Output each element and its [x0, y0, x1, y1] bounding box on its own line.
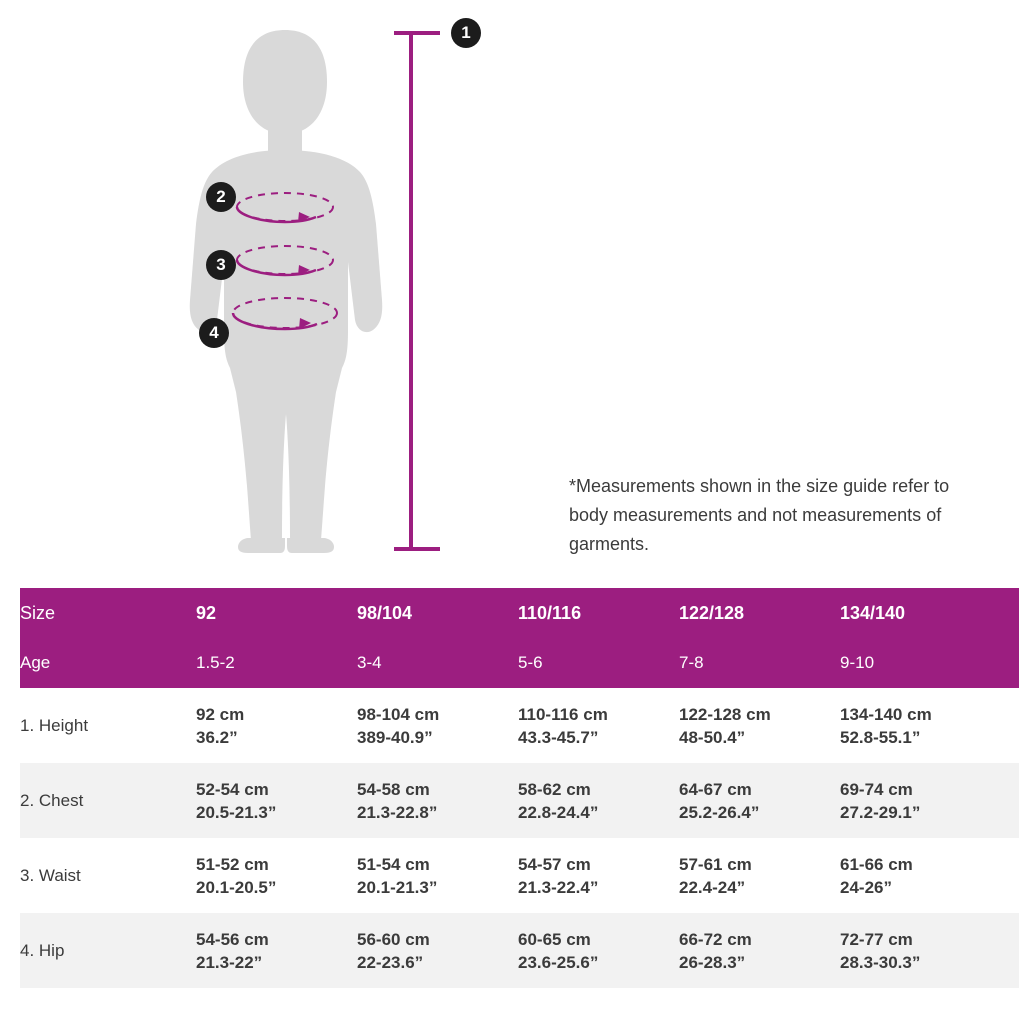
- size-header-134-140: 134/140: [840, 602, 906, 623]
- size-header-110-116: 110/116: [518, 602, 582, 623]
- table-cell: [840, 838, 1019, 913]
- callout-badge-chest: 2: [206, 182, 236, 212]
- value-inch: 21.3-22.8”: [357, 802, 438, 822]
- value-inch: 28.3-30.3”: [840, 952, 921, 972]
- table-cell: [679, 763, 840, 838]
- row-label-hip: 4. Hip: [20, 940, 65, 960]
- table-cell: [196, 763, 357, 838]
- table-cell: [357, 838, 518, 913]
- value-cm: 56-60 cm: [357, 929, 430, 949]
- value-inch: 22.8-24.4”: [518, 802, 599, 822]
- age-value-110-116: 5-6: [518, 653, 543, 672]
- value-cm: 122-128 cm: [679, 704, 771, 724]
- measurements-note: *Measurements shown in the size guide refer to body measurements and not measurements of garments.: [569, 476, 950, 554]
- value-inch: 389-40.9”: [357, 727, 433, 747]
- age-value-92: 1.5-2: [196, 653, 235, 672]
- value-cm: 54-56 cm: [196, 929, 269, 949]
- size-header-row: [20, 588, 1019, 638]
- value-inch: 43.3-45.7”: [518, 727, 599, 747]
- size-header-122-128: 122/128: [679, 602, 745, 623]
- table-cell: [357, 913, 518, 988]
- value-inch: 27.2-29.1”: [840, 802, 921, 822]
- table-cell: [840, 688, 1019, 763]
- row-label-height: 1. Height: [20, 715, 89, 735]
- age-value-98-104: 3-4: [357, 653, 382, 672]
- value-inch: 36.2”: [196, 727, 238, 747]
- table-cell: [840, 913, 1019, 988]
- row-label-chest: 2. Chest: [20, 790, 84, 810]
- table-row: [20, 763, 1019, 838]
- value-inch: 21.3-22”: [196, 952, 263, 972]
- table-cell: [840, 763, 1019, 838]
- table-cell: [357, 763, 518, 838]
- value-inch: 25.2-26.4”: [679, 802, 760, 822]
- table-cell: [518, 913, 679, 988]
- value-inch: 22-23.6”: [357, 952, 424, 972]
- table-row: [20, 838, 1019, 913]
- value-inch: 48-50.4”: [679, 727, 746, 747]
- value-cm: 134-140 cm: [840, 704, 932, 724]
- value-cm: 98-104 cm: [357, 704, 440, 724]
- age-row: [20, 638, 1019, 688]
- callout-badge-height: 1: [451, 18, 481, 48]
- value-cm: 69-74 cm: [840, 779, 913, 799]
- value-cm: 51-52 cm: [196, 854, 269, 874]
- value-cm: 66-72 cm: [679, 929, 752, 949]
- value-cm: 52-54 cm: [196, 779, 269, 799]
- value-inch: 52.8-55.1”: [840, 727, 921, 747]
- table-cell: [357, 688, 518, 763]
- value-cm: 92 cm: [196, 704, 245, 724]
- child-body-silhouette: [190, 30, 382, 553]
- table-row: [20, 913, 1019, 988]
- value-inch: 26-28.3”: [679, 952, 746, 972]
- table-cell: [196, 838, 357, 913]
- table-cell: [518, 688, 679, 763]
- table-header: [20, 588, 1019, 638]
- age-value-122-128: 7-8: [679, 653, 704, 672]
- table-cell: [679, 688, 840, 763]
- value-inch: 23.6-25.6”: [518, 952, 599, 972]
- table-cell: [518, 838, 679, 913]
- size-guide-table: [20, 588, 1019, 988]
- value-cm: 54-58 cm: [357, 779, 430, 799]
- table-cell: [679, 913, 840, 988]
- value-cm: 60-65 cm: [518, 929, 591, 949]
- value-cm: 58-62 cm: [518, 779, 591, 799]
- height-measure-line: [394, 33, 440, 549]
- age-value-134-140: 9-10: [840, 653, 875, 672]
- value-inch: 22.4-24”: [679, 877, 746, 897]
- callout-badge-waist: 3: [206, 250, 236, 280]
- value-inch: 21.3-22.4”: [518, 877, 599, 897]
- table-cell: [679, 838, 840, 913]
- table-cell: [518, 763, 679, 838]
- value-inch: 24-26”: [840, 877, 892, 897]
- value-inch: 20.1-21.3”: [357, 877, 438, 897]
- size-header-label: Size: [20, 602, 56, 623]
- value-cm: 54-57 cm: [518, 854, 591, 874]
- value-cm: 110-116 cm: [518, 704, 608, 724]
- value-cm: 72-77 cm: [840, 929, 913, 949]
- callout-badge-hip: 4: [199, 318, 229, 348]
- age-row-label: Age: [20, 653, 51, 672]
- size-header-98-104: 98/104: [357, 602, 413, 623]
- value-inch: 20.5-21.3”: [196, 802, 277, 822]
- value-cm: 64-67 cm: [679, 779, 752, 799]
- table-cell: [196, 688, 357, 763]
- value-cm: 51-54 cm: [357, 854, 430, 874]
- table-row: [20, 688, 1019, 763]
- value-cm: 61-66 cm: [840, 854, 913, 874]
- value-inch: 20.1-20.5”: [196, 877, 277, 897]
- row-label-waist: 3. Waist: [20, 865, 81, 885]
- value-cm: 57-61 cm: [679, 854, 752, 874]
- size-header-92: 92: [196, 602, 217, 623]
- table-cell: [196, 913, 357, 988]
